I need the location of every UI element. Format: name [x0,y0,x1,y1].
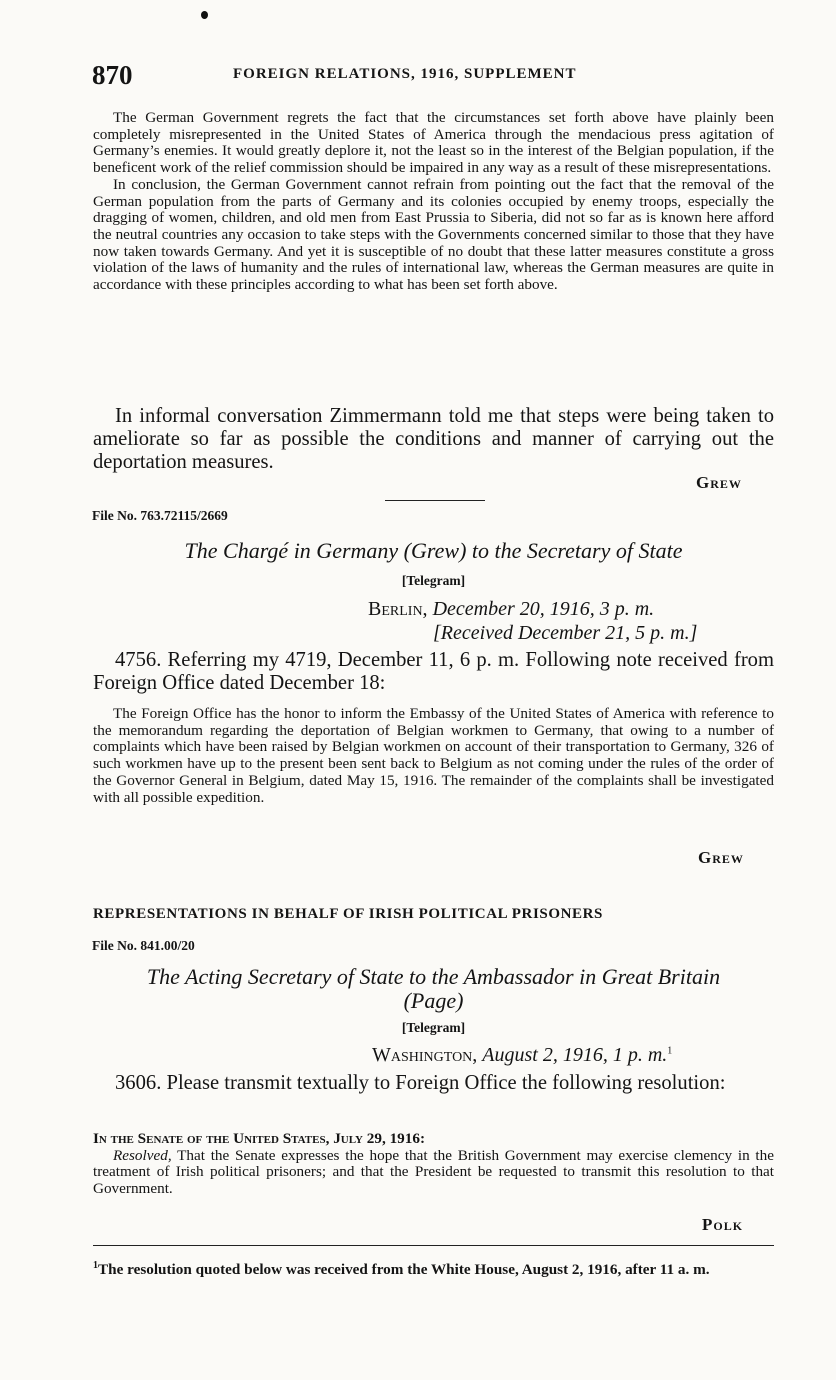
doc2-heading-line2: (Page) [403,988,464,1013]
doc1-body-text: 4756. Referring my 4719, December 11, 6 p. m. Following note received from Foreign Office dated December 18: [93,649,774,694]
doc1-body [93,649,774,695]
file-number-2: File No. 841.00/20 [92,938,195,953]
doc1-telegram-label: [Telegram] [401,573,466,588]
doc1-quote-text: The Foreign Office has the honor to inform the Embassy of the United States of America with reference to the memorandum regarding the deportation of Belgian workmen to Germany, that owing to a number of complaints which have been raised by Belgian workmen on account of their transportation to Germany, 326 of such workmen have up to the present been sent back to Belgium as not coming under the rules of the order of the Governor General in Belgium, dated May 15, 1916. The remainder of the complaints shall be investigated with all possible expedition. [93,705,774,806]
separator-rule [385,500,485,501]
ink-speck [201,11,208,19]
doc1-quote [93,706,774,806]
doc1-received [433,622,697,645]
resolution-text [93,1148,774,1198]
informal-conversation-text: In informal conversation Zimmermann told me that steps were being taken to ameliorate so far as possible the conditions and manner of carrying out the deportation measures. [93,405,774,473]
senate-line: In the Senate of the United States, July 29, 1916: [93,1130,426,1147]
intro-paragraph-1: The German Government regrets the fact that the circumstances set forth above have plainly been completely misrepresented in the United States of America through the mendacious press agitation of Germany’s enemies. It would greatly deplore it, not the least so in the interest of the Belgian population, if the beneficent work of the relief commission should be impaired in any way as a result of these misrepresentations. [93,109,774,177]
senate-resolution [93,1131,774,1198]
doc2-dateline [372,1044,672,1067]
footnote-reference: 1 [667,1045,673,1057]
doc1-heading: The Chargé in Germany (Grew) to the Secretary of State [184,538,683,563]
footnote-text: The resolution quoted below was received from the White House, August 2, 1916, after 11 a. m. [98,1261,710,1279]
resolved-word: Resolved, [113,1146,172,1164]
doc2-heading-line1: The Acting Secretary of State to the Ambassador in Great Britain [146,964,721,989]
intro-quote [93,110,774,294]
informal-conversation [93,405,774,474]
signature-grew-1: Grew [696,473,742,492]
doc1-received-text: [Received December 21, 5 p. m.] [433,622,698,644]
signature-grew-2: Grew [698,848,744,867]
doc2-body [93,1072,774,1095]
signature-polk: Polk [702,1215,744,1234]
doc1-place: Berlin, [368,598,428,620]
doc1-date: December 20, 1916, 3 p. m. [432,598,655,620]
running-head: FOREIGN RELATIONS, 1916, SUPPLEMENT [233,66,577,82]
doc2-body-text: 3606. Please transmit textually to Foreign Office the following resolution: [115,1072,726,1094]
footnote [93,1257,783,1278]
file-number-1: File No. 763.72115/2669 [92,508,228,523]
intro-paragraph-2: In conclusion, the German Government cannot refrain from pointing out the fact that the removal of the German population from the parts of Germany and its colonies occupied by enemy troops, especially the dragging of women, children, and old men from East Prussia to Siberia, did not so far as is known here afford the neutral countries any occasion to take steps with the Governments concerned similar to those that they have now taken towards Germany. And yet it is susceptible of no doubt that these latter measures constitute a gross violation of the laws of humanity and the rules of international law, whereas the German measures are quite in accordance with these principles according to what has been set forth above. [93,175,774,294]
resolved-body: That the Senate expresses the hope that the British Government may exercise clemency in the treatment of Irish political prisoners; and that the President be requested to transmit this resolution to that Government. [93,1146,774,1198]
page-number: 870 [92,60,133,90]
doc2-telegram-label: [Telegram] [401,1020,466,1035]
section-title: REPRESENTATIONS IN BEHALF OF IRISH POLITICAL PRISONERS [93,906,604,922]
doc2-date: August 2, 1916, 1 p. m. [482,1044,668,1066]
doc2-place: Washington, [372,1044,478,1066]
footnote-mark: 1 [93,1260,98,1271]
footnote-rule [93,1245,774,1246]
doc1-dateline [368,598,654,621]
